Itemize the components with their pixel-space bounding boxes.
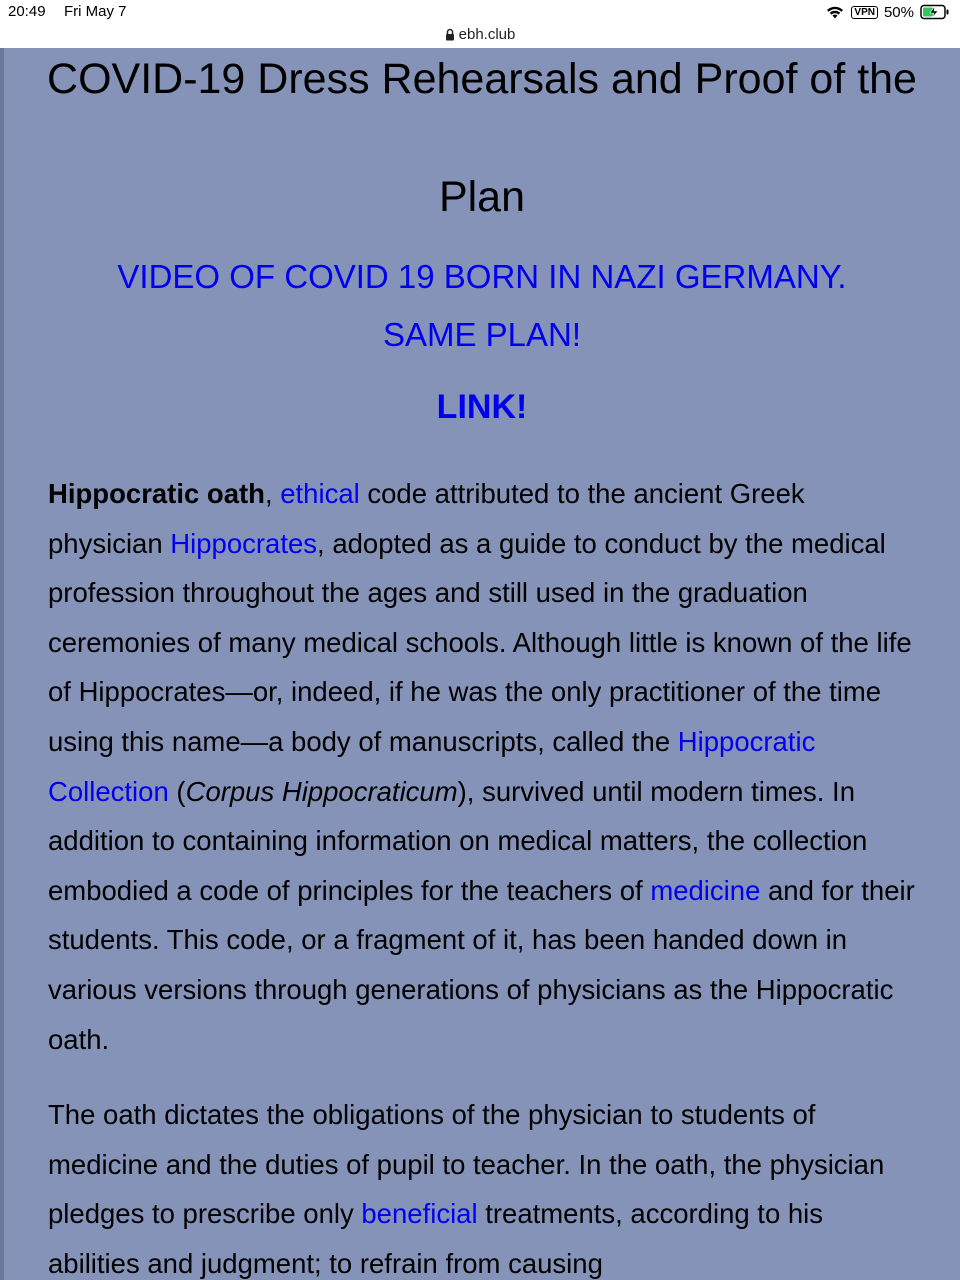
- text-run: ,: [264, 478, 281, 509]
- status-time: 20:49: [8, 3, 46, 20]
- paragraph-oath-intro: [4, 469, 960, 1064]
- text-run: ), survived until modern times. In addition to containing information on medical matters, the collection embodied a code of principles for the teachers of: [48, 775, 868, 906]
- page-title: COVID-19 Dress Rehearsals and Proof of the Plan: [47, 55, 917, 221]
- link-ethical[interactable]: ethical: [280, 478, 360, 509]
- text-run: , adopted as a guide to conduct by the medical profession throughout the ages and still used in the graduation ceremonies of many medical schools. Although little is known of the life of Hippocrates—or, indeed, if he was the only practitioner of the time using this name—a body of manuscripts, called the: [48, 527, 912, 757]
- video-link[interactable]: VIDEO OF COVID 19 BORN IN NAZI GERMANY. SAME PLAN!: [117, 258, 847, 353]
- url-text: ebh.club: [458, 25, 516, 43]
- address-bar[interactable]: [0, 24, 960, 44]
- text-run: (: [168, 775, 186, 807]
- page-content: [0, 48, 960, 1280]
- status-indicators: [825, 2, 950, 22]
- battery-charging-icon: [920, 4, 950, 20]
- link-medicine[interactable]: medicine: [650, 874, 761, 906]
- status-bar: [0, 0, 960, 48]
- battery-percent: 50%: [883, 3, 914, 21]
- wifi-icon: [825, 4, 845, 20]
- link-beneficial[interactable]: beneficial: [361, 1198, 478, 1230]
- text-run: and for their students. This code, or a fragment of it, has been handed down in various versions through generations of physicians as the Hippocratic oath.: [48, 874, 915, 1055]
- text-run: code attributed to the ancient Greek physician: [48, 478, 805, 559]
- link-hippocrates[interactable]: Hippocrates: [170, 527, 318, 559]
- text-run: treatments, according to his abilities and judgment; to refrain from causing: [48, 1198, 824, 1279]
- status-date: Fri May 7: [64, 3, 127, 20]
- corpus-hippocraticum: Corpus Hippocraticum: [185, 775, 458, 807]
- link-hippocratic-collection[interactable]: Hippocratic Collection: [48, 725, 816, 807]
- term-hippocratic-oath: Hippocratic oath: [48, 478, 265, 509]
- text-run: The oath dictates the obligations of the physician to students of medicine and the duties of pupil to teacher. In the oath, the physician pledges to prescribe only: [48, 1099, 885, 1230]
- lock-icon: [445, 28, 455, 41]
- main-link[interactable]: LINK!: [436, 388, 528, 426]
- paragraph-oath-obligations: [4, 1090, 960, 1280]
- vpn-badge: VPN: [851, 6, 878, 19]
